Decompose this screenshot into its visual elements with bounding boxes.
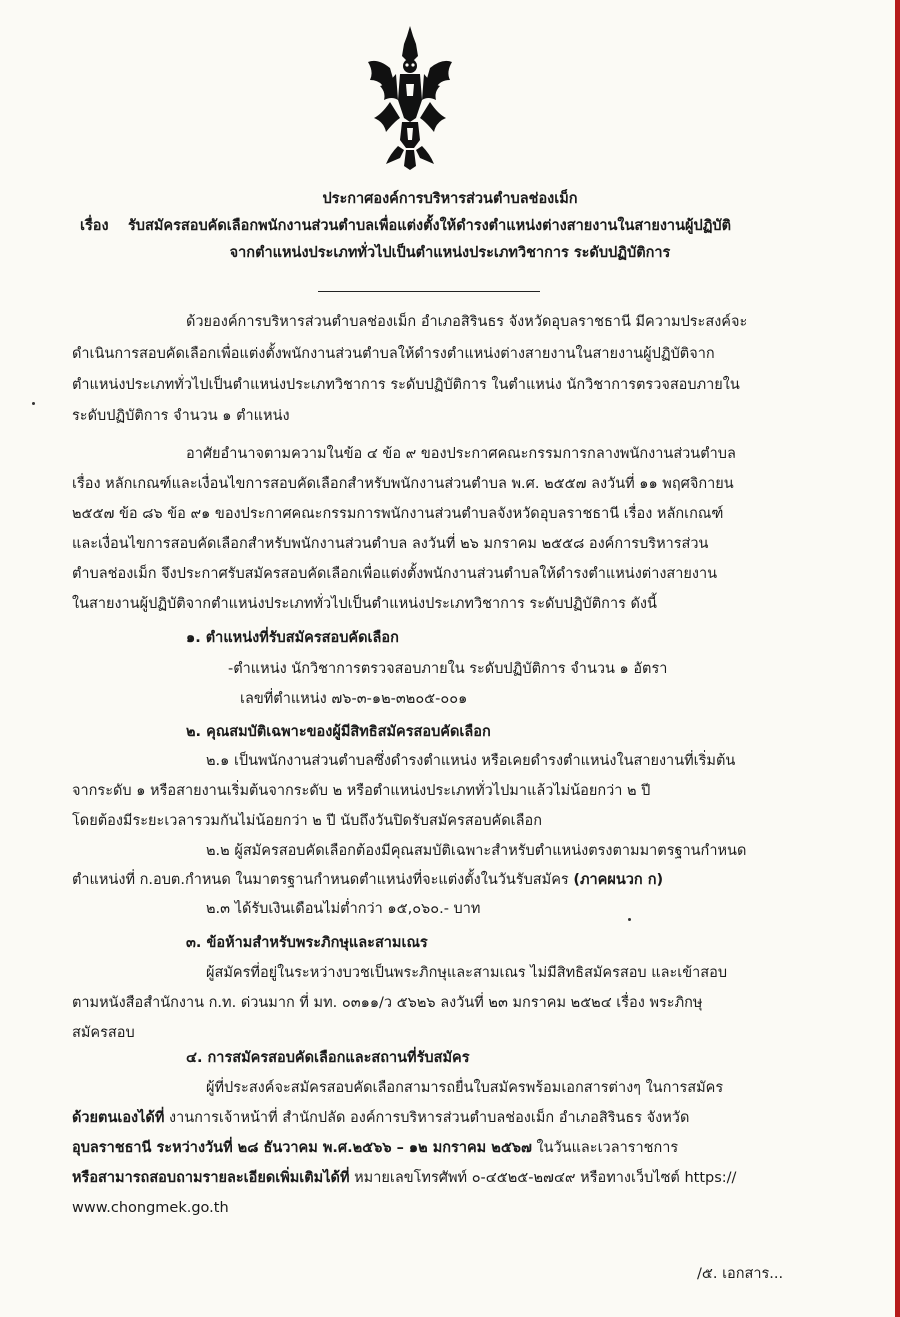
- document-title: ประกาศองค์การบริหารส่วนตำบลช่องเม็ก: [322, 191, 578, 207]
- section2-line: จากระดับ ๑ หรือสายงานเริ่มต้นจากระดับ ๒ หรือตำแหน่งประเภททั่วไปมาแล้วไม่น้อยกว่า ๒ ปี: [72, 783, 651, 799]
- section4-text: หมายเลขโทรศัพท์ ๐-๔๕๒๕-๒๗๔๙ หรือทางเว็บไซต์ https://: [349, 1170, 737, 1186]
- section4-bold-text: หรือสามารถสอบถามรายละเอียดเพิ่มเติมได้ที่: [72, 1170, 350, 1186]
- header-divider: [318, 291, 540, 292]
- continuation-note: /๕. เอกสาร...: [697, 1266, 784, 1282]
- section1-position-number: เลขที่ตำแหน่ง ๗๖-๓-๑๒-๓๒๐๕-๐๐๑: [240, 691, 468, 707]
- section3-line: ตามหนังสือสำนักงาน ก.ท. ด่วนมาก ที่ มท. ๐๓๑๑/ว ๕๖๒๖ ลงวันที่ ๒๓ มกราคม ๒๕๒๔ เรื่อง พระภิกษุ: [72, 995, 703, 1011]
- section4-line: [72, 1139, 678, 1157]
- para2-line: ตำบลช่องเม็ก จึงประกาศรับสมัครสอบคัดเลือกเพื่อแต่งตั้งพนักงานส่วนตำบลให้ดำรงตำแหน่งต่างสายงาน: [72, 566, 718, 582]
- section1-position: -ตำแหน่ง นักวิชาการตรวจสอบภายใน ระดับปฏิบัติการ จำนวน ๑ อัตรา: [228, 661, 668, 677]
- section3-line: สมัครสอบ: [72, 1025, 135, 1041]
- annex-reference: (ภาคผนวก ก): [573, 872, 664, 888]
- section2-line: ๒.๑ เป็นพนักงานส่วนตำบลซึ่งดำรงตำแหน่ง หรือเคยดำรงตำแหน่งในสายงานที่เริ่มต้น: [206, 753, 736, 769]
- para1-line: ตำแหน่งประเภททั่วไปเป็นตำแหน่งประเภทวิชาการ ระดับปฏิบัติการ ในตำแหน่ง นักวิชาการตรวจสอบภายใน: [72, 377, 740, 393]
- page-edge-stripe: [895, 0, 900, 1317]
- section4-bold-text: ด้วยตนเองได้ที่: [72, 1110, 165, 1126]
- para2-line: ๒๕๕๗ ข้อ ๘๖ ข้อ ๙๑ ของประกาศคณะกรรมการพนักงานส่วนตำบลจังหวัดอุบลราชธานี เรื่อง หลักเกณฑ์: [72, 506, 724, 522]
- garuda-emblem-icon: [360, 22, 460, 172]
- section2-line-text: ตำแหน่งที่ ก.อบต.กำหนด ในมาตรฐานกำหนดตำแหน่งที่จะแต่งตั้งในวันรับสมัคร: [72, 872, 569, 888]
- section4-line: [72, 1169, 736, 1187]
- website-link[interactable]: www.chongmek.go.th: [72, 1200, 229, 1216]
- section4-bold-text: อุบลราชธานี ระหว่างวันที่ ๒๘ ธันวาคม พ.ศ.๒๕๖๖ – ๑๒ มกราคม ๒๕๖๗: [72, 1140, 532, 1156]
- para1-line: ด้วยองค์การบริหารส่วนตำบลช่องเม็ก อำเภอสิรินธร จังหวัดอุบลราชธานี มีความประสงค์จะ: [186, 314, 748, 330]
- para2-line: เรื่อง หลักเกณฑ์และเงื่อนไขการสอบคัดเลือกสำหรับพนักงานส่วนตำบล พ.ศ. ๒๕๕๗ ลงวันที่ ๑๑ พฤศจิกายน: [72, 476, 734, 492]
- section3-line: ผู้สมัครที่อยู่ในระหว่างบวชเป็นพระภิกษุและสามเณร ไม่มีสิทธิสมัครสอบ และเข้าสอบ: [206, 965, 728, 981]
- speck: [628, 918, 631, 921]
- section2-line: โดยต้องมีระยะเวลารวมกันไม่น้อยกว่า ๒ ปี นับถึงวันปิดรับสมัครสอบคัดเลือก: [72, 813, 542, 829]
- para2-line: และเงื่อนไขการสอบคัดเลือกสำหรับพนักงานส่วนตำบล ลงวันที่ ๒๖ มกราคม ๒๕๕๘ องค์การบริหารส่วน: [72, 536, 709, 552]
- para1-line: ระดับปฏิบัติการ จำนวน ๑ ตำแหน่ง: [72, 408, 290, 424]
- para2-line: อาศัยอำนาจตามความในข้อ ๔ ข้อ ๙ ของประกาศคณะกรรมการกลางพนักงานส่วนตำบล: [186, 446, 736, 462]
- section3-heading: ๓. ข้อห้ามสำหรับพระภิกษุและสามเณร: [186, 935, 428, 951]
- para2-line: ในสายงานผู้ปฏิบัติจากตำแหน่งประเภททั่วไปเป็นตำแหน่งประเภทวิชาการ ระดับปฏิบัติการ ดังนี้: [72, 596, 657, 612]
- section4-heading: ๔. การสมัครสอบคัดเลือกและสถานที่รับสมัคร: [186, 1050, 470, 1066]
- section2-salary: ๒.๓ ได้รับเงินเดือนไม่ต่ำกว่า ๑๕,๐๖๐.- บาท: [206, 901, 481, 917]
- section1-heading: ๑. ตำแหน่งที่รับสมัครสอบคัดเลือก: [186, 630, 399, 646]
- section4-text: ในวันและเวลาราชการ: [531, 1140, 679, 1156]
- section2-line: ๒.๒ ผู้สมัครสอบคัดเลือกต้องมีคุณสมบัติเฉพาะสำหรับตำแหน่งตรงตามมาตรฐานกำหนด: [206, 843, 747, 859]
- subject-label: เรื่อง: [80, 218, 109, 234]
- section4-line: ผู้ที่ประสงค์จะสมัครสอบคัดเลือกสามารถยื่นใบสมัครพร้อมเอกสารต่างๆ ในการสมัคร: [206, 1080, 724, 1096]
- section2-heading: ๒. คุณสมบัติเฉพาะของผู้มีสิทธิสมัครสอบคัดเลือก: [186, 724, 491, 740]
- para1-line: ดำเนินการสอบคัดเลือกเพื่อแต่งตั้งพนักงานส่วนตำบลให้ดำรงตำแหน่งต่างสายงานในสายงานผู้ปฏิบัติจาก: [72, 346, 715, 362]
- speck: [32, 402, 35, 405]
- section4-text: งานการเจ้าหน้าที่ สำนักปลัด องค์การบริหารส่วนตำบลช่องเม็ก อำเภอสิรินธร จังหวัด: [164, 1110, 690, 1126]
- section4-line: [72, 1109, 689, 1127]
- section2-line: [72, 871, 663, 889]
- subject-line-1: รับสมัครสอบคัดเลือกพนักงานส่วนตำบลเพื่อแต่งตั้งให้ดำรงตำแหน่งต่างสายงานในสายงานผู้ปฏิบัติ: [128, 218, 732, 234]
- subject-line-2: จากตำแหน่งประเภททั่วไปเป็นตำแหน่งประเภทวิชาการ ระดับปฏิบัติการ: [229, 245, 671, 261]
